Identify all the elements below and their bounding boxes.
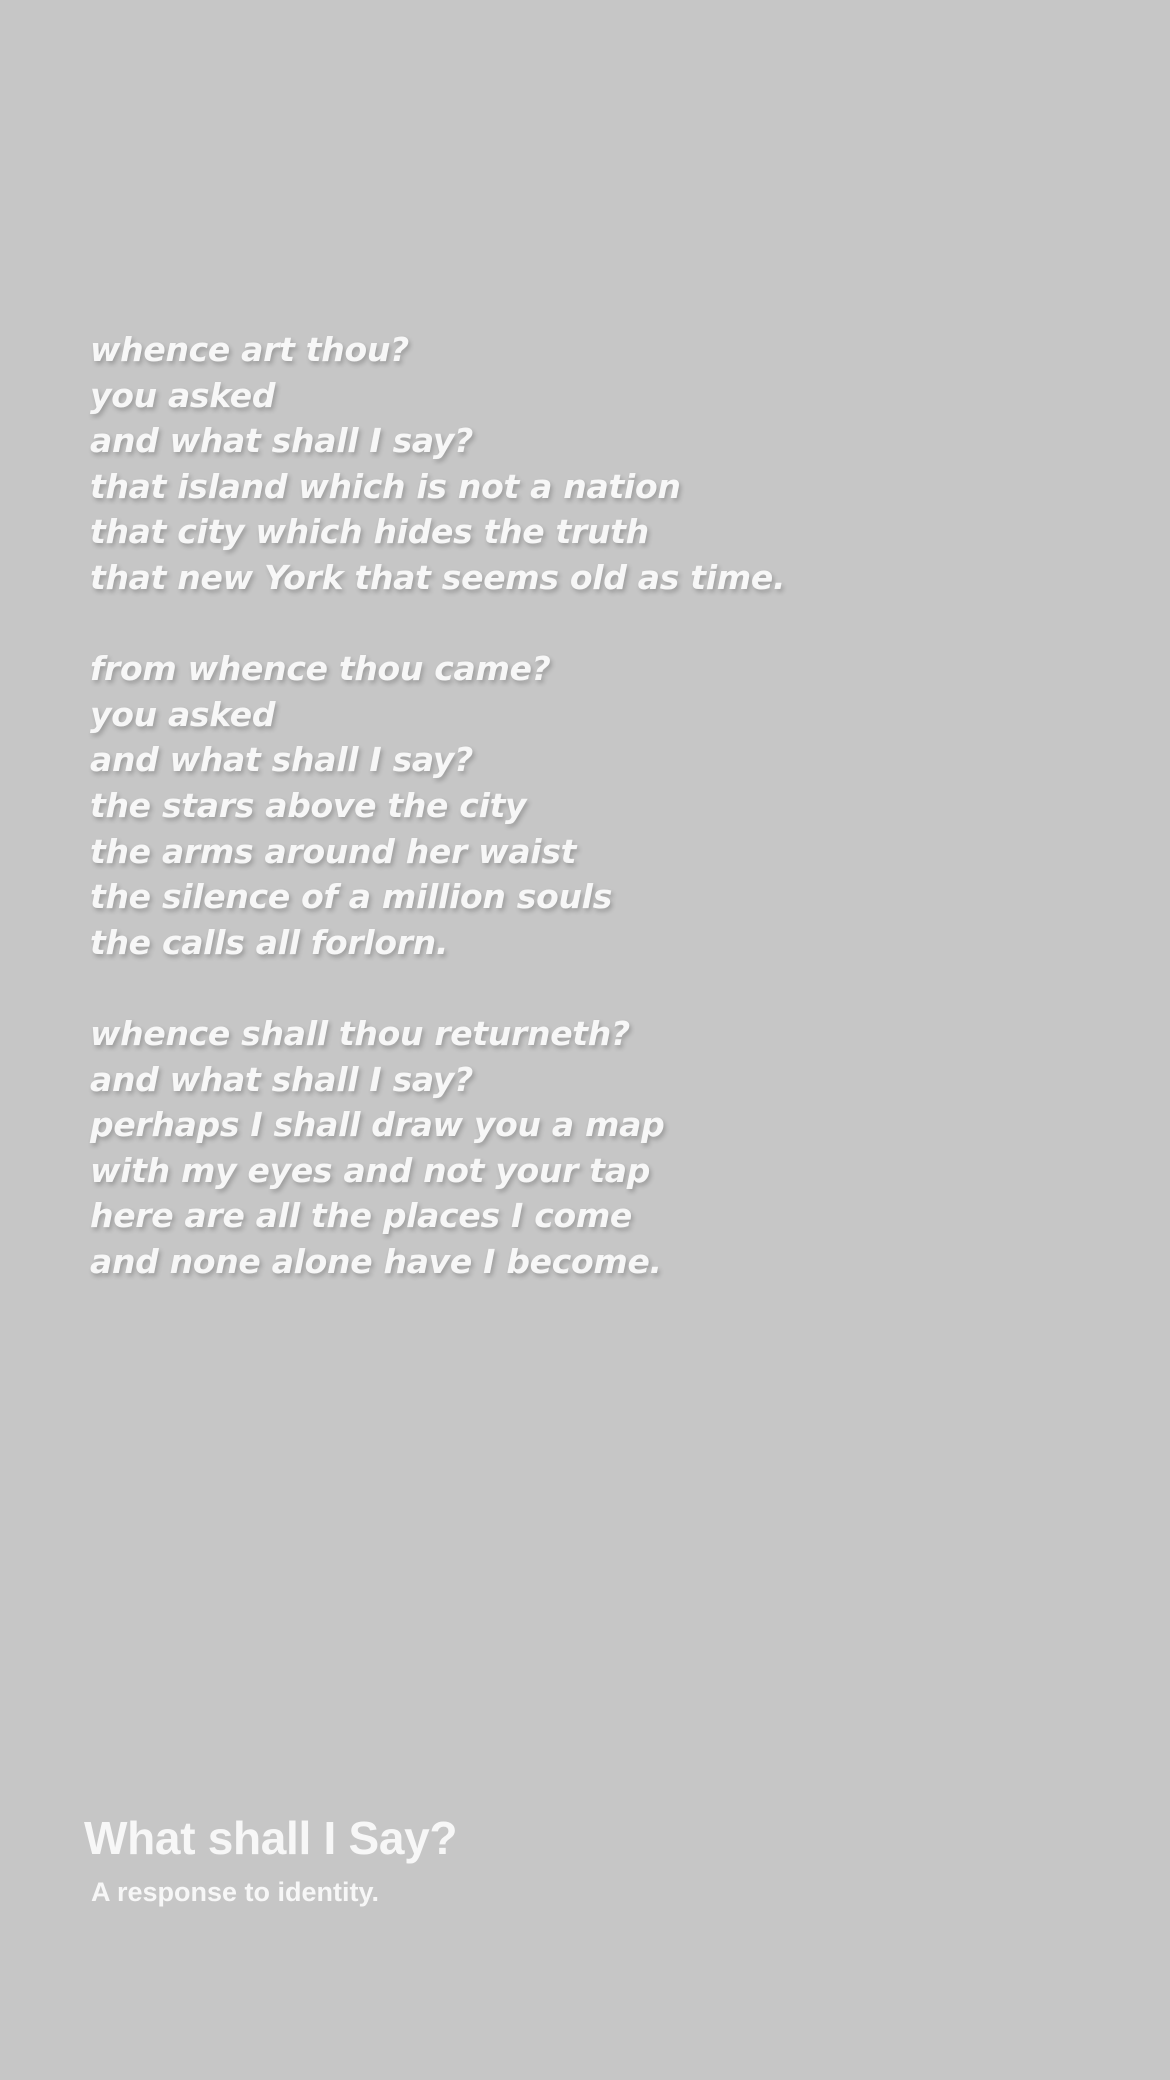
poem-line: and what shall I say? (90, 1059, 473, 1099)
poem-line: you asked (90, 694, 276, 734)
poem-stanza-3 (90, 1011, 1090, 1285)
poem-line: that new York that seems old as time. (90, 557, 786, 597)
poem-line: that island which is not a nation (90, 466, 681, 506)
poem-line: the silence of a million souls (90, 877, 613, 917)
poem-line: whence art thou? (90, 330, 409, 369)
poem-line: and none alone have I become. (90, 1241, 662, 1281)
poem-line: and what shall I say? (90, 740, 473, 780)
title-block (84, 1806, 1084, 1912)
poem-line: here are all the places I come (90, 1196, 632, 1236)
poem-line: with my eyes and not your tap (90, 1150, 651, 1190)
poem-stanza-2 (90, 646, 1090, 965)
poem-body (90, 327, 1090, 1330)
poem-line: from whence thou came? (90, 649, 551, 689)
poem-line: the arms around her waist (90, 831, 577, 871)
poem-subtitle: A response to identity. (91, 1877, 380, 1907)
poem-line: that city which hides the truth (90, 512, 649, 552)
poem-line: the calls all forlorn. (90, 922, 449, 962)
poem-line: perhaps I shall draw you a map (90, 1105, 665, 1145)
poem-line: the stars above the city (90, 785, 527, 825)
poem-title: What shall I Say? (84, 1812, 458, 1864)
poem-line: you asked (90, 375, 276, 415)
poem-line: and what shall I say? (90, 421, 473, 461)
poem-stanza-1 (90, 327, 1090, 601)
poem-line: whence shall thou returneth? (90, 1013, 630, 1053)
